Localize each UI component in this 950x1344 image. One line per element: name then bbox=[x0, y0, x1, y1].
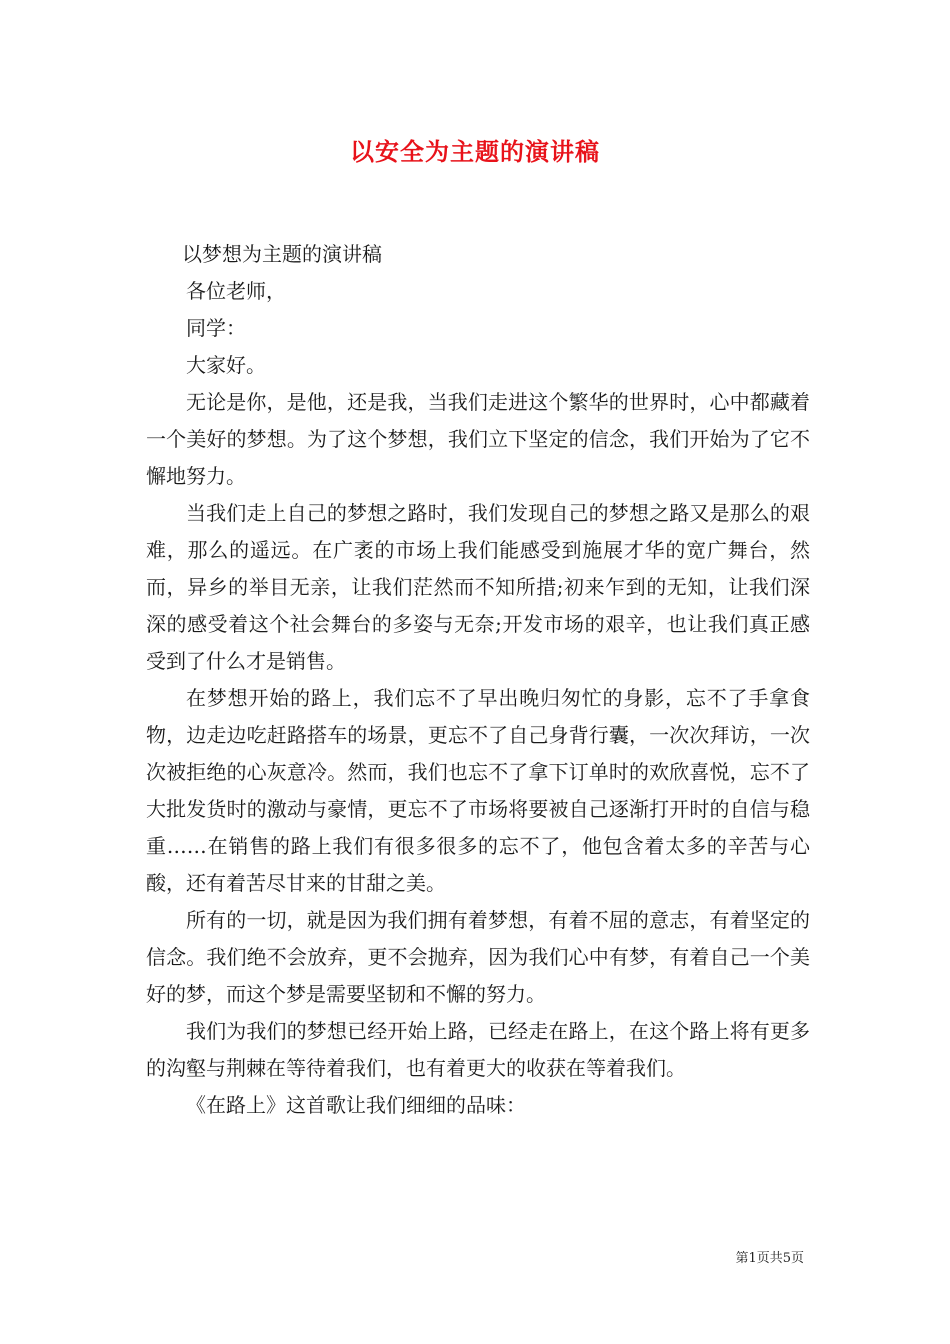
page-number: 第1页共5页 bbox=[735, 1251, 804, 1266]
paragraph-subtitle: 以梦想为主题的演讲稿 bbox=[182, 242, 382, 266]
paragraph-body: 当我们走上自己的梦想之路时，我们发现自己的梦想之路又是那么的艰难，那么的遥远。在广袤的市场上我们能感受到施展才华的宽广舞台，然而，异乡的举目无亲，让我们茫然而不知所措;初来乍到的无知，让我们深深的感受着这个社会舞台的多姿与无奈;开发市场的艰辛，也让我们真正感受到了什么才是销售。 bbox=[146, 501, 810, 673]
document-title: 以安全为主题的演讲稿 bbox=[350, 138, 600, 166]
paragraph-body: 所有的一切，就是因为我们拥有着梦想，有着不屈的意志，有着坚定的信念。我们绝不会放弃，更不会抛弃，因为我们心中有梦，有着自己一个美好的梦，而这个梦是需要坚韧和不懈的努力。 bbox=[146, 908, 810, 1006]
paragraph-body: 无论是你，是他，还是我，当我们走进这个繁华的世界时，心中都藏着一个美好的梦想。为了这个梦想，我们立下坚定的信念，我们开始为了它不懈地努力。 bbox=[146, 390, 810, 488]
paragraph-body: 在梦想开始的路上，我们忘不了早出晚归匆忙的身影，忘不了手拿食物，边走边吃赶路搭车的场景，更忘不了自己身背行囊，一次次拜访，一次次被拒绝的心灰意冷。然而，我们也忘不了拿下订单时的欢欣喜悦，忘不了大批发货时的激动与豪情，更忘不了市场将要被自己逐渐打开时的自信与稳重……在销售的路上我们有很多很多的忘不了，他包含着太多的辛苦与心酸，还有着苦尽甘来的甘甜之美。 bbox=[146, 686, 810, 895]
paragraph-salutation-teachers: 各位老师， bbox=[186, 279, 286, 303]
paragraph-salutation-students: 同学： bbox=[186, 316, 246, 340]
paragraph-greeting: 大家好。 bbox=[186, 353, 266, 377]
document-body bbox=[146, 236, 810, 1124]
paragraph-body: 《在路上》这首歌让我们细细的品味： bbox=[186, 1093, 526, 1117]
paragraph-body: 我们为我们的梦想已经开始上路，已经走在路上，在这个路上将有更多的沟壑与荆棘在等待着我们，也有着更大的收获在等着我们。 bbox=[146, 1019, 810, 1080]
